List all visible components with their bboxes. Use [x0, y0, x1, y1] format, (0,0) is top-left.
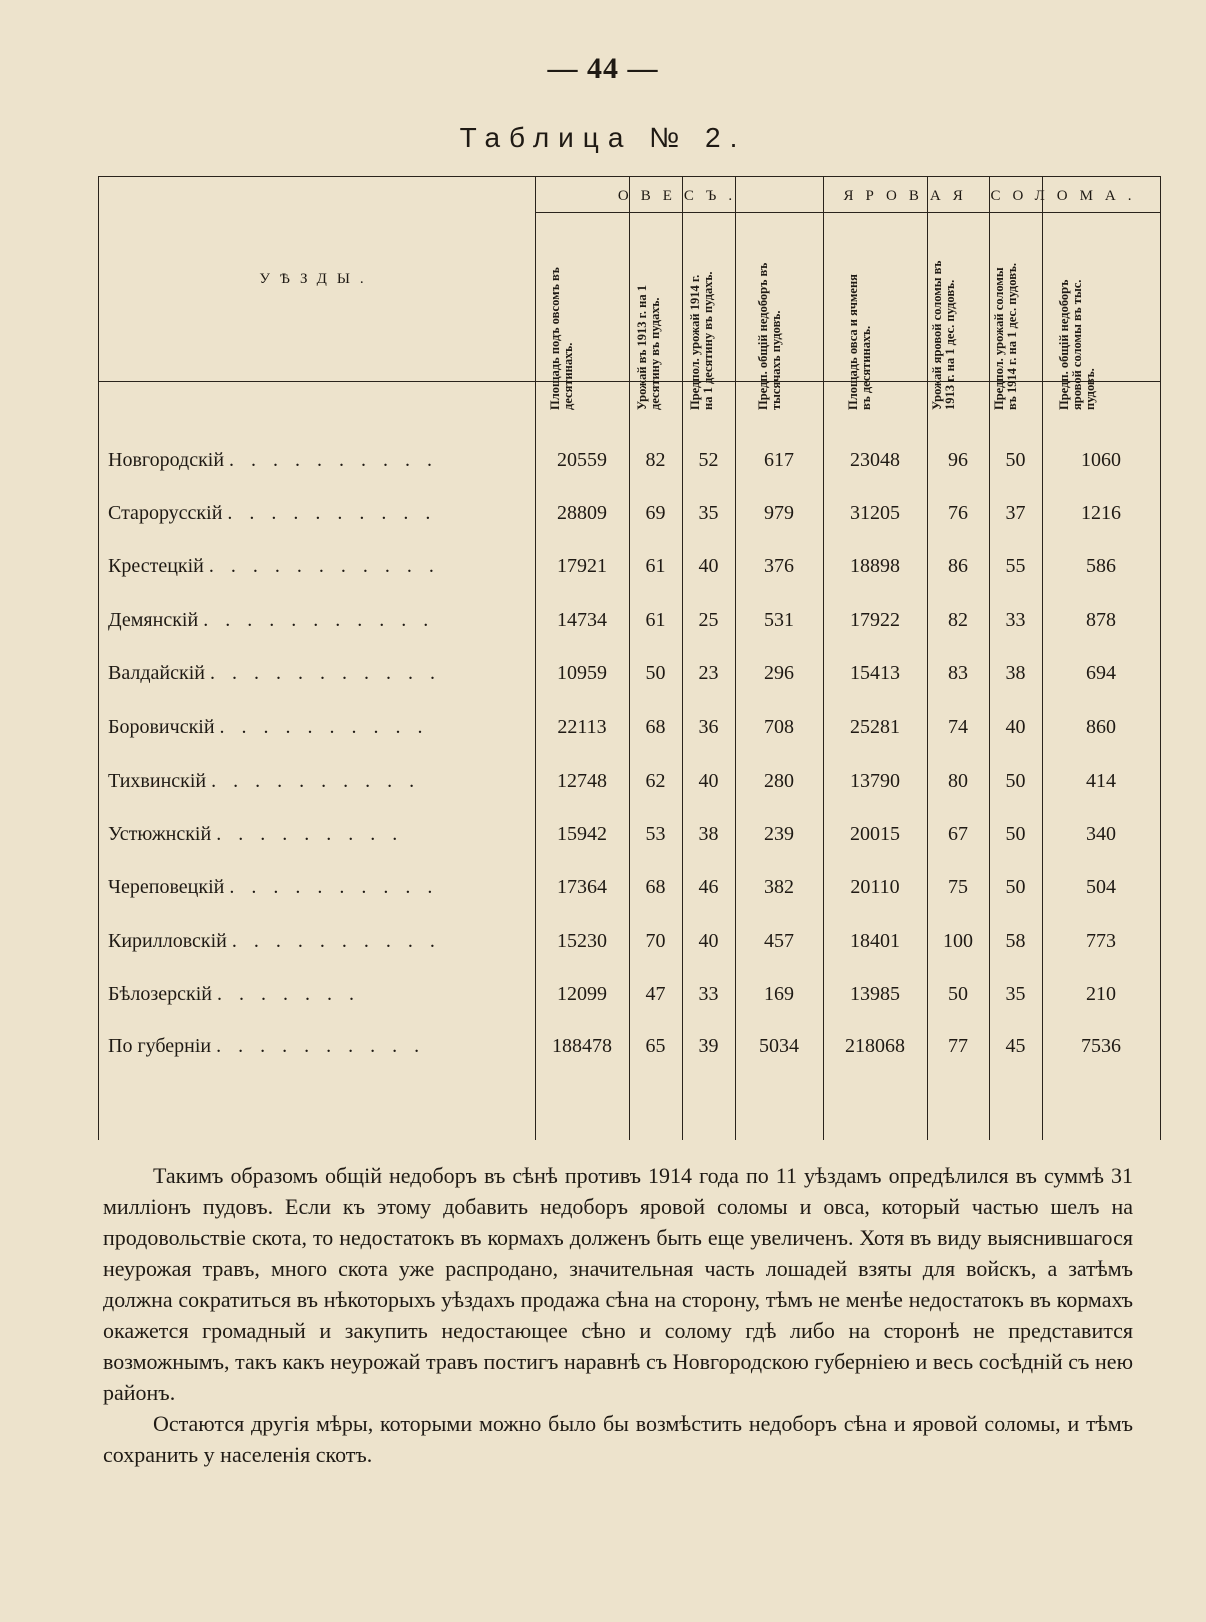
table-cell: 38	[1005, 662, 1026, 684]
uezd-name	[108, 609, 528, 632]
uezd-name-text: По губерніи	[108, 1035, 212, 1057]
uezd-name	[108, 930, 528, 953]
table-title: Таблица № 2.	[459, 122, 747, 153]
leader-dots: . . . . . . . . . .	[231, 930, 441, 952]
uezd-name-text: Старорусскій	[108, 502, 223, 524]
table-cell: 50	[645, 662, 666, 684]
table-cell: 68	[645, 876, 666, 898]
uezd-name-text: Валдайскій	[108, 662, 205, 684]
table-cell: 340	[1086, 823, 1116, 845]
table-cell: 15942	[557, 823, 607, 845]
page-number: — 44 —	[547, 52, 659, 85]
table-row	[98, 876, 1160, 906]
uezd-name-text: Череповецкій	[108, 876, 225, 898]
uezd-name-text: Демянскій	[108, 609, 199, 631]
table-cell: 17922	[850, 609, 900, 631]
table-cell: 20559	[557, 449, 607, 471]
table-cell: 50	[1005, 823, 1026, 845]
solome-header: ЯРОВАЯ СОЛОМА.	[843, 188, 1144, 204]
col-header-oves-area: Площадь подъ овсомъ въ десятинахъ.	[548, 267, 575, 410]
uezd-name	[108, 716, 528, 739]
table-cell: 50	[948, 983, 968, 1005]
table-cell: 708	[764, 716, 794, 738]
data-table	[98, 176, 1160, 1140]
table-cell: 28809	[557, 502, 607, 524]
total-row	[98, 1035, 1160, 1065]
table-cell: 61	[645, 555, 666, 577]
uezd-name	[108, 823, 528, 846]
table-cell: 17364	[557, 876, 607, 898]
col-header-oves-1914: Предпол. урожай 1914 г. на 1 десятину въ пудахъ.	[688, 271, 715, 410]
uezd-name-text: Тихвинскій	[108, 770, 207, 792]
table-cell: 36	[698, 716, 719, 738]
table-cell: 12748	[557, 770, 607, 792]
table-cell: 39	[698, 1035, 719, 1057]
col-header-oves-1913: Урожай въ 1913 г. на 1 десятину въ пудахъ.	[635, 285, 662, 410]
table-cell: 457	[764, 930, 794, 952]
table-cell: 20015	[850, 823, 900, 845]
table-cell: 96	[948, 449, 968, 471]
table-cell: 74	[948, 716, 968, 738]
table-cell: 169	[764, 983, 794, 1005]
table-cell: 13985	[850, 983, 900, 1005]
table-cell: 46	[698, 876, 719, 898]
table-cell: 14734	[557, 609, 607, 631]
table-cell: 40	[1005, 716, 1026, 738]
table-cell: 52	[698, 449, 719, 471]
uezd-name	[108, 502, 528, 525]
leader-dots: . . . . . . . . . .	[216, 1035, 426, 1057]
uezd-name-text: Крестецкій	[108, 555, 204, 577]
table-cell: 76	[948, 502, 968, 524]
table-cell: 376	[764, 555, 794, 577]
leader-dots: . . . . . . . . . . .	[209, 662, 441, 684]
table-cell: 20110	[850, 876, 900, 898]
table-cell: 218068	[845, 1035, 905, 1057]
table-cell: 414	[1086, 770, 1116, 792]
table-cell: 12099	[557, 983, 607, 1005]
uezd-name	[108, 449, 528, 472]
table-cell: 773	[1086, 930, 1116, 952]
table-cell: 38	[698, 823, 719, 845]
table-cell: 33	[698, 983, 719, 1005]
table-cell: 86	[948, 555, 968, 577]
table-cell: 531	[764, 609, 794, 631]
table-cell: 10959	[557, 662, 607, 684]
table-cell: 80	[948, 770, 968, 792]
table-cell: 100	[943, 930, 973, 952]
table-cell: 694	[1086, 662, 1116, 684]
table-right-border	[1160, 176, 1161, 1140]
table-cell: 1060	[1081, 449, 1121, 471]
table-row	[98, 555, 1160, 585]
table-cell: 40	[698, 770, 719, 792]
leader-dots: . . . . . . . . . .	[211, 770, 421, 792]
table-cell: 50	[1005, 876, 1026, 898]
table-cell: 860	[1086, 716, 1116, 738]
uezd-name-text: Бѣлозерскій	[108, 983, 212, 1005]
uezd-name	[108, 770, 528, 793]
table-cell: 82	[948, 609, 968, 631]
table-cell: 40	[698, 930, 719, 952]
leader-dots: . . . . . . . . . .	[219, 716, 429, 738]
table-cell: 67	[948, 823, 968, 845]
uezd-name-text: Новгородскій	[108, 449, 225, 471]
table-cell: 1216	[1081, 502, 1121, 524]
table-row	[98, 609, 1160, 639]
table-cell: 504	[1086, 876, 1116, 898]
table-cell: 68	[645, 716, 666, 738]
table-cell: 33	[1005, 609, 1026, 631]
table-cell: 22113	[557, 716, 607, 738]
uezd-name-text: Кирилловскій	[108, 930, 227, 952]
uezdy-header: УѢЗДЫ.	[259, 271, 374, 287]
table-row	[98, 502, 1160, 532]
table-cell: 53	[645, 823, 666, 845]
paragraph-2: Остаются другія мѣры, которыми можно было бы возмѣстить недоборъ сѣна и яровой соломы, и тѣмъ сохранить у населенія скотъ.	[103, 1411, 1133, 1467]
table-row	[98, 823, 1160, 853]
table-cell: 65	[645, 1035, 666, 1057]
table-cell: 979	[764, 502, 794, 524]
leader-dots: . . . . . . . . . . .	[203, 609, 435, 631]
table-cell: 37	[1005, 502, 1026, 524]
table-cell: 382	[764, 876, 794, 898]
col-header-solome-deficit: Предп. общій недоборъ яровой соломы въ тыс. пудовъ.	[1057, 279, 1097, 410]
col-header-solome-1914: Предпол. урожай соломы въ 1914 г. на 1 дес. пудовъ.	[992, 262, 1019, 410]
table-cell: 15413	[850, 662, 900, 684]
table-cell: 25	[698, 609, 719, 631]
table-cell: 18898	[850, 555, 900, 577]
table-cell: 280	[764, 770, 794, 792]
table-cell: 40	[698, 555, 719, 577]
table-cell: 17921	[557, 555, 607, 577]
leader-dots: . . . . . . . . .	[216, 823, 404, 845]
table-cell: 35	[698, 502, 719, 524]
table-cell: 69	[645, 502, 666, 524]
table-row	[98, 983, 1160, 1013]
table-cell: 82	[645, 449, 666, 471]
uezd-name	[108, 555, 528, 578]
table-cell: 586	[1086, 555, 1116, 577]
table-row	[98, 662, 1160, 692]
table-cell: 15230	[557, 930, 607, 952]
table-cell: 617	[764, 449, 794, 471]
uezd-name	[108, 1035, 528, 1058]
table-cell: 58	[1005, 930, 1026, 952]
table-cell: 47	[645, 983, 666, 1005]
uezd-name	[108, 876, 528, 899]
col-header-solome-area: Площадь овса и ячменя въ десятинахъ.	[846, 274, 873, 410]
table-cell: 77	[948, 1035, 968, 1057]
table-cell: 18401	[850, 930, 900, 952]
oves-header: ОВЕСЪ.	[617, 188, 745, 204]
table-cell: 296	[764, 662, 794, 684]
table-cell: 62	[645, 770, 666, 792]
leader-dots: . . . . . . . . . .	[229, 876, 439, 898]
uezd-name-text: Устюжнскій	[108, 823, 212, 845]
table-cell: 70	[645, 930, 666, 952]
table-cell: 5034	[759, 1035, 799, 1057]
table-cell: 31205	[850, 502, 900, 524]
col-header-solome-1913: Урожай яровой соломы въ 1913 г. на 1 дес. пудовъ.	[930, 260, 957, 410]
table-row	[98, 716, 1160, 746]
leader-dots: . . . . . . . . . .	[229, 449, 439, 471]
table-cell: 210	[1086, 983, 1116, 1005]
table-cell: 25281	[850, 716, 900, 738]
table-cell: 35	[1005, 983, 1026, 1005]
uezd-name	[108, 662, 528, 685]
table-row	[98, 770, 1160, 800]
body-text	[103, 1160, 1133, 1470]
table-cell: 61	[645, 609, 666, 631]
uezd-name	[108, 983, 528, 1006]
table-cell: 55	[1005, 555, 1026, 577]
leader-dots: . . . . . . . . . .	[227, 502, 437, 524]
table-row	[98, 449, 1160, 479]
paragraph-1: Такимъ образомъ общій недоборъ въ сѣнѣ противъ 1914 года по 11 уѣздамъ опредѣлился въ суммѣ 31 милліонъ пудовъ. Если къ этому добавить недоборъ яровой соломы и овса, который частью шелъ на продовольствіе скота, то недостатокъ въ кормахъ долженъ быть еще увеличенъ. Хотя въ виду выяснившагося неурожая травъ, много скота уже распродано, значительная часть лошадей взяты для войскъ, а затѣмъ должна сократиться въ нѣкоторыхъ уѣздахъ продажа сѣна на сторону, тѣмъ не менѣе недостатокъ въ кормахъ окажется громадный и закупить недостающее сѣно и солому гдѣ либо на сторонѣ не представится возможнымъ, такъ какъ неурожай травъ постигъ наравнѣ съ Новгородскою губерніею и весь сосѣдній съ нею районъ.	[103, 1163, 1133, 1405]
uezd-name-text: Боровичскій	[108, 716, 215, 738]
table-cell: 878	[1086, 609, 1116, 631]
table-cell: 188478	[552, 1035, 612, 1057]
table-cell: 23	[698, 662, 719, 684]
table-cell: 23048	[850, 449, 900, 471]
table-row	[98, 930, 1160, 960]
table-cell: 50	[1005, 770, 1026, 792]
col-header-oves-deficit: Предп. общій недоборъ въ тысячахъ пудовъ.	[756, 262, 783, 410]
leader-dots: . . . . . . . . . . .	[208, 555, 440, 577]
table-cell: 83	[948, 662, 968, 684]
table-cell: 239	[764, 823, 794, 845]
table-cell: 7536	[1081, 1035, 1121, 1057]
leader-dots: . . . . . . .	[216, 983, 360, 1005]
table-cell: 13790	[850, 770, 900, 792]
table-cell: 50	[1005, 449, 1026, 471]
table-cell: 75	[948, 876, 968, 898]
table-cell: 45	[1005, 1035, 1026, 1057]
